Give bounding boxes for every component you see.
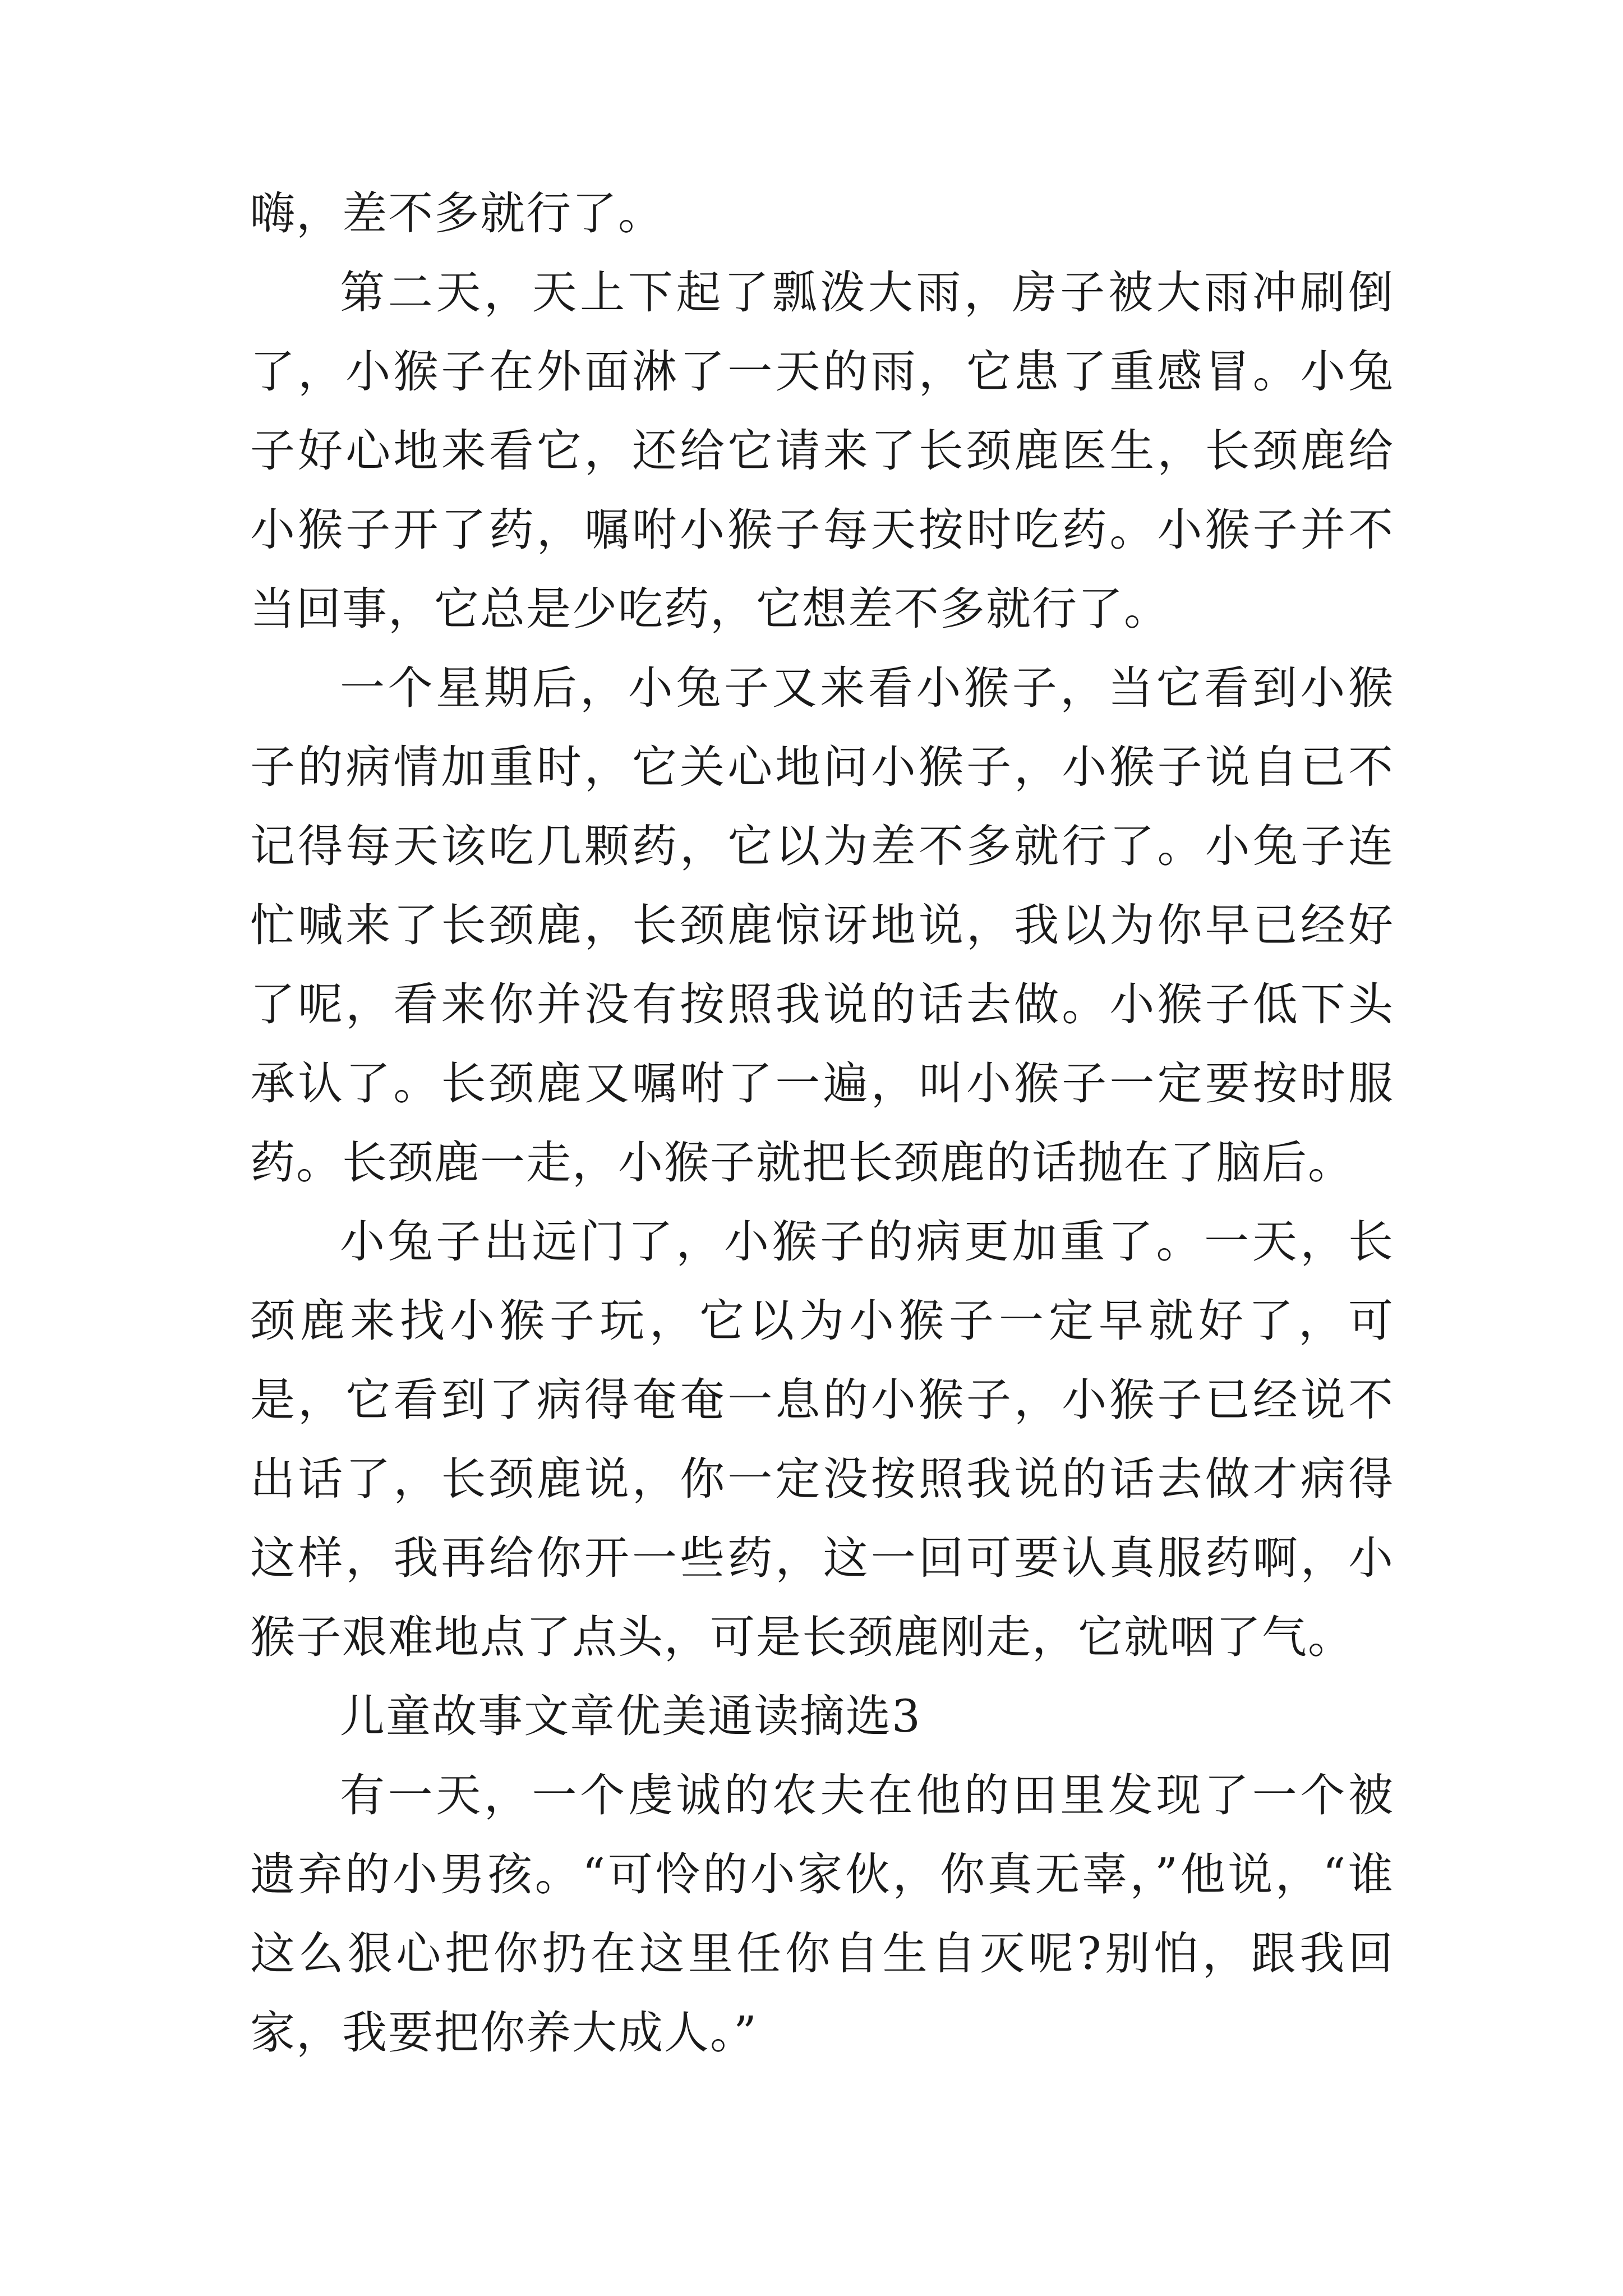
paragraph: 有一天，一个虔诚的农夫在他的田里发现了一个被遗弃的小男孩。“可怜的小家伙，你真无辜，”他说，“谁这么狠心把你扔在这里任你自生自灭呢?别怕，跟我回家，我要把你养大成人。” <box>250 1769 1394 2059</box>
section-heading: 儿童故事文章优美通读摘选3 <box>340 1690 921 1742</box>
document-body <box>250 174 1394 2072</box>
paragraph: 一个星期后，小兔子又来看小猴子，当它看到小猴子的病情加重时，它关心地问小猴子，小猴子说自已不记得每天该吃几颗药，它以为差不多就行了。小兔子连忙喊来了长颈鹿，长颈鹿惊讶地说，我以为你早已经好了呢，看来你并没有按照我说的话去做。小猴子低下头承认了。长颈鹿又嘱咐了一遍，叫小猴子一定要按时服药。长颈鹿一走，小猴子就把长颈鹿的话抛在了脑后。 <box>250 662 1394 1189</box>
paragraph: 小兔子出远门了，小猴子的病更加重了。一天，长颈鹿来找小猴子玩，它以为小猴子一定早就好了，可是，它看到了病得奄奄一息的小猴子，小猴子已经说不出话了，长颈鹿说，你一定没按照我说的话去做才病得这样，我再给你开一些药，这一回可要认真服药啊，小猴子艰难地点了点头，可是长颈鹿刚走，它就咽了气。 <box>250 1216 1394 1663</box>
paragraph: 第二天，天上下起了瓢泼大雨，房子被大雨冲刷倒了，小猴子在外面淋了一天的雨，它患了重感冒。小兔子好心地来看它，还给它请来了长颈鹿医生，长颈鹿给小猴子开了药，嘱咐小猴子每天按时吃药。小猴子并不当回事，它总是少吃药，它想差不多就行了。 <box>250 266 1394 635</box>
paragraph-continuation: 嗨，差不多就行了。 <box>250 187 664 240</box>
